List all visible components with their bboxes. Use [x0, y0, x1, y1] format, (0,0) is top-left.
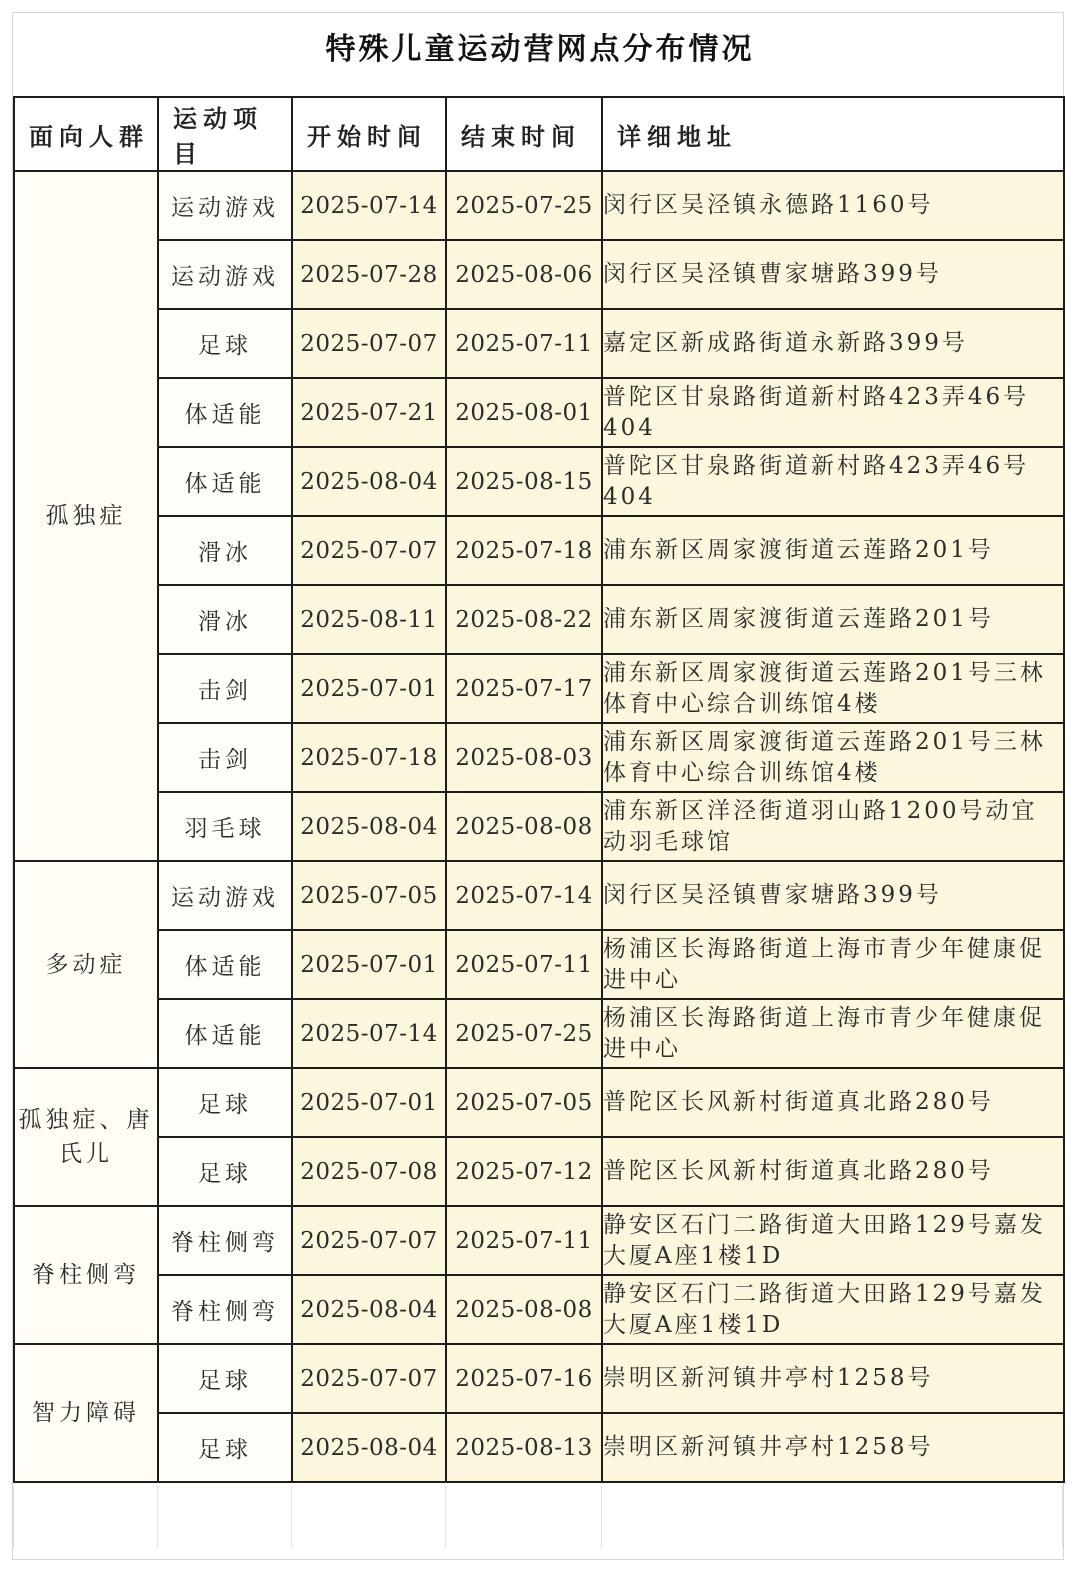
sport-cell: 运动游戏: [158, 171, 292, 240]
table-row: [14, 1137, 1064, 1206]
table-row: [14, 861, 1064, 930]
table-row: [14, 1068, 1064, 1137]
address-cell: 浦东新区洋泾街道羽山路1200号动宜动羽毛球馆: [602, 792, 1064, 861]
sport-cell: 脊柱侧弯: [158, 1206, 292, 1275]
end-date-cell: 2025-07-25: [446, 171, 602, 240]
sport-cell: 足球: [158, 1137, 292, 1206]
target-group-cell: 智力障碍: [14, 1344, 158, 1482]
table-header-row: [14, 97, 1064, 171]
header-target-group: 面向人群: [14, 97, 158, 171]
start-date-cell: 2025-07-07: [292, 1206, 446, 1275]
table-row: [14, 792, 1064, 861]
table-row: [14, 309, 1064, 378]
start-date-cell: 2025-07-14: [292, 999, 446, 1068]
start-date-cell: 2025-07-18: [292, 723, 446, 792]
address-cell: 杨浦区长海路街道上海市青少年健康促进中心: [602, 999, 1064, 1068]
end-date-cell: 2025-08-01: [446, 378, 602, 447]
header-sport: 运动项目: [158, 97, 292, 171]
sport-cell: 运动游戏: [158, 240, 292, 309]
table-row: [14, 654, 1064, 723]
sport-cell: 体适能: [158, 378, 292, 447]
sport-cell: 足球: [158, 309, 292, 378]
end-date-cell: 2025-07-05: [446, 1068, 602, 1137]
end-date-cell: 2025-07-18: [446, 516, 602, 585]
target-group-cell: 孤独症: [14, 171, 158, 861]
address-cell: 嘉定区新成路街道永新路399号: [602, 309, 1064, 378]
end-date-cell: 2025-07-25: [446, 999, 602, 1068]
address-cell: 崇明区新河镇井亭村1258号: [602, 1344, 1064, 1413]
address-cell: 静安区石门二路街道大田路129号嘉发大厦A座1楼1D: [602, 1206, 1064, 1275]
end-date-cell: 2025-08-08: [446, 792, 602, 861]
address-cell: 普陀区甘泉路街道新村路423弄46号404: [602, 378, 1064, 447]
sport-cell: 足球: [158, 1413, 292, 1482]
table-row: [14, 240, 1064, 309]
sport-cell: 羽毛球: [158, 792, 292, 861]
address-cell: 浦东新区周家渡街道云莲路201号: [602, 516, 1064, 585]
end-date-cell: 2025-08-15: [446, 447, 602, 516]
table-row: [14, 1344, 1064, 1413]
start-date-cell: 2025-08-04: [292, 447, 446, 516]
target-group-cell: 多动症: [14, 861, 158, 1068]
empty-footer-row: [13, 1486, 1063, 1548]
header-end-date: 结束时间: [446, 97, 602, 171]
start-date-cell: 2025-07-07: [292, 516, 446, 585]
table-row: [14, 171, 1064, 240]
sport-cell: 足球: [158, 1344, 292, 1413]
start-date-cell: 2025-07-01: [292, 654, 446, 723]
sport-cell: 足球: [158, 1068, 292, 1137]
end-date-cell: 2025-07-11: [446, 309, 602, 378]
table-row: [14, 447, 1064, 516]
sport-cell: 滑冰: [158, 585, 292, 654]
end-date-cell: 2025-07-14: [446, 861, 602, 930]
target-group-cell: 孤独症、唐氏儿: [14, 1068, 158, 1206]
table-row: [14, 999, 1064, 1068]
sport-cell: 脊柱侧弯: [158, 1275, 292, 1344]
start-date-cell: 2025-07-08: [292, 1137, 446, 1206]
sport-cell: 体适能: [158, 447, 292, 516]
sport-cell: 体适能: [158, 999, 292, 1068]
address-cell: 浦东新区周家渡街道云莲路201号: [602, 585, 1064, 654]
sport-cell: 运动游戏: [158, 861, 292, 930]
address-cell: 崇明区新河镇井亭村1258号: [602, 1413, 1064, 1482]
camp-table: [13, 96, 1065, 1483]
start-date-cell: 2025-07-07: [292, 1344, 446, 1413]
end-date-cell: 2025-07-16: [446, 1344, 602, 1413]
table-row: [14, 1275, 1064, 1344]
address-cell: 普陀区长风新村街道真北路280号: [602, 1137, 1064, 1206]
table-row: [14, 1206, 1064, 1275]
end-date-cell: 2025-08-08: [446, 1275, 602, 1344]
end-date-cell: 2025-07-11: [446, 930, 602, 999]
address-cell: 闵行区吴泾镇曹家塘路399号: [602, 240, 1064, 309]
end-date-cell: 2025-08-22: [446, 585, 602, 654]
table-row: [14, 1413, 1064, 1482]
start-date-cell: 2025-08-11: [292, 585, 446, 654]
sport-cell: 滑冰: [158, 516, 292, 585]
end-date-cell: 2025-08-06: [446, 240, 602, 309]
sport-cell: 体适能: [158, 930, 292, 999]
table-row: [14, 585, 1064, 654]
start-date-cell: 2025-08-04: [292, 1275, 446, 1344]
start-date-cell: 2025-07-14: [292, 171, 446, 240]
header-address: 详细地址: [602, 97, 1064, 171]
start-date-cell: 2025-07-01: [292, 930, 446, 999]
address-cell: 普陀区甘泉路街道新村路423弄46号404: [602, 447, 1064, 516]
address-cell: 浦东新区周家渡街道云莲路201号三林体育中心综合训练馆4楼: [602, 723, 1064, 792]
start-date-cell: 2025-07-28: [292, 240, 446, 309]
address-cell: 普陀区长风新村街道真北路280号: [602, 1068, 1064, 1137]
end-date-cell: 2025-07-11: [446, 1206, 602, 1275]
header-start-date: 开始时间: [292, 97, 446, 171]
start-date-cell: 2025-07-21: [292, 378, 446, 447]
start-date-cell: 2025-07-07: [292, 309, 446, 378]
address-cell: 静安区石门二路街道大田路129号嘉发大厦A座1楼1D: [602, 1275, 1064, 1344]
table-row: [14, 930, 1064, 999]
address-cell: 闵行区吴泾镇曹家塘路399号: [602, 861, 1064, 930]
start-date-cell: 2025-07-05: [292, 861, 446, 930]
target-group-cell: 脊柱侧弯: [14, 1206, 158, 1344]
address-cell: 闵行区吴泾镇永德路1160号: [602, 171, 1064, 240]
sport-cell: 击剑: [158, 723, 292, 792]
start-date-cell: 2025-08-04: [292, 1413, 446, 1482]
table-row: [14, 516, 1064, 585]
end-date-cell: 2025-07-17: [446, 654, 602, 723]
address-cell: 浦东新区周家渡街道云莲路201号三林体育中心综合训练馆4楼: [602, 654, 1064, 723]
table-row: [14, 723, 1064, 792]
table-row: [14, 378, 1064, 447]
start-date-cell: 2025-08-04: [292, 792, 446, 861]
end-date-cell: 2025-08-13: [446, 1413, 602, 1482]
start-date-cell: 2025-07-01: [292, 1068, 446, 1137]
end-date-cell: 2025-08-03: [446, 723, 602, 792]
page-title: 特殊儿童运动营网点分布情况: [325, 32, 755, 67]
sport-cell: 击剑: [158, 654, 292, 723]
address-cell: 杨浦区长海路街道上海市青少年健康促进中心: [602, 930, 1064, 999]
table-body: [14, 171, 1064, 1482]
end-date-cell: 2025-07-12: [446, 1137, 602, 1206]
